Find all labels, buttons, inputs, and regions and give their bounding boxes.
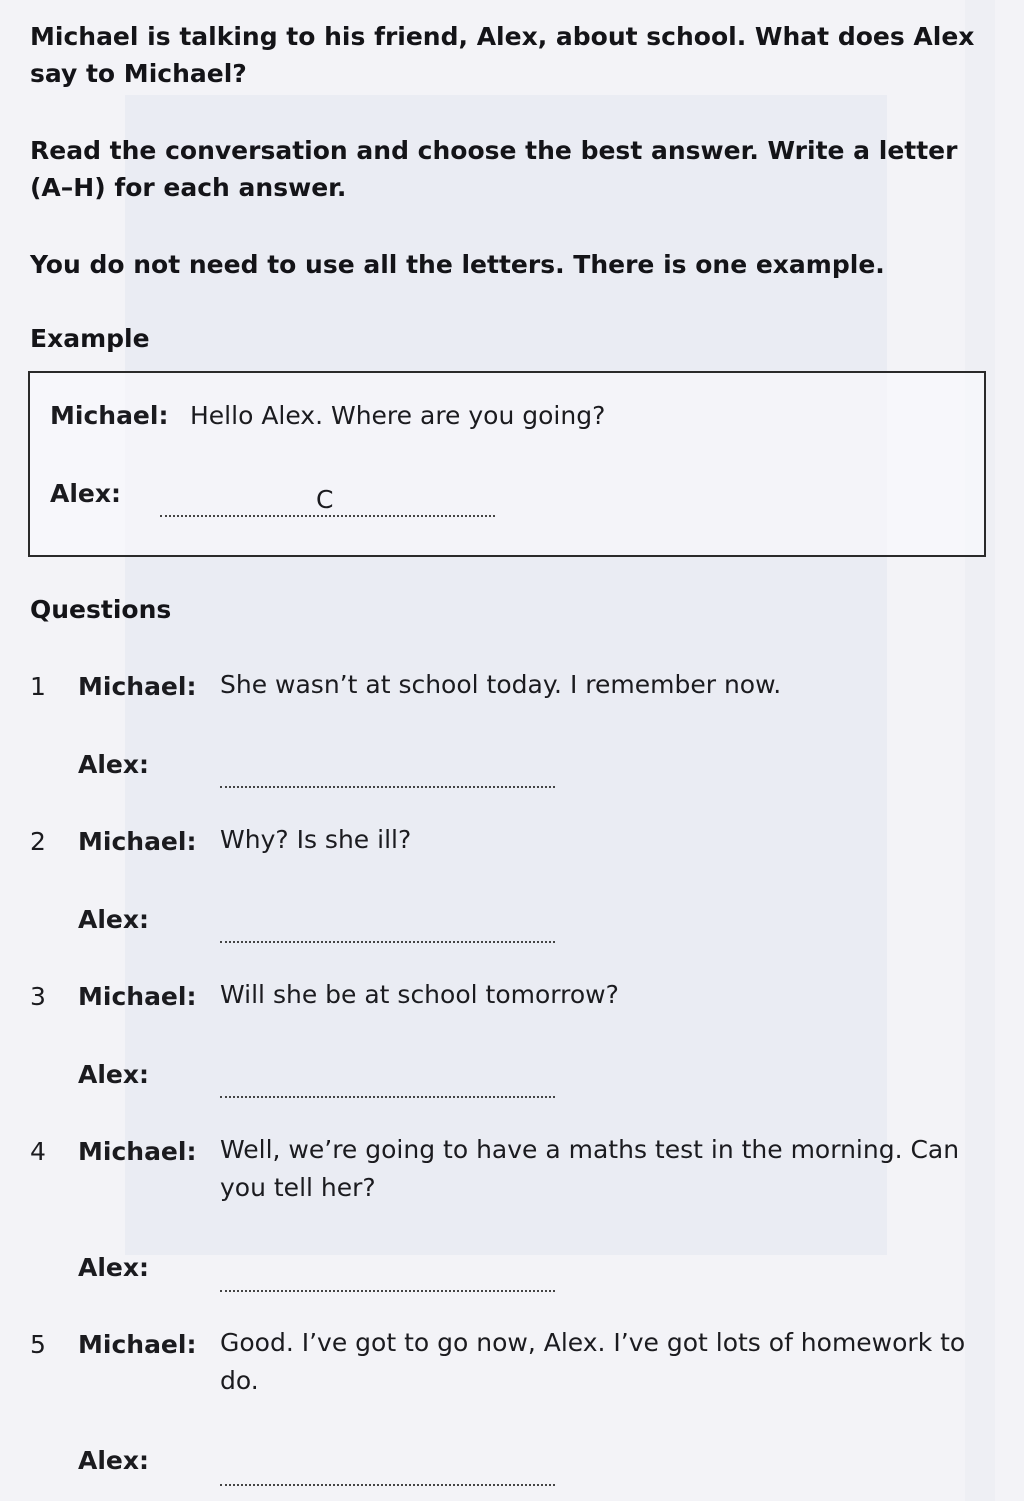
- dialogue-line: Well, we’re going to have a maths test in the morning. Can you tell her?: [220, 1135, 960, 1202]
- speaker-label: Alex:: [78, 1253, 149, 1282]
- speaker-label: Michael:: [78, 1330, 197, 1359]
- example-heading: Example: [30, 324, 150, 353]
- speaker-label: Michael:: [78, 982, 197, 1011]
- example-box: [28, 371, 986, 557]
- speaker-label: Michael:: [78, 672, 197, 701]
- answer-line[interactable]: [220, 786, 555, 788]
- question-number: 3: [30, 982, 46, 1011]
- answer-line[interactable]: [220, 1290, 555, 1292]
- instruction-text: You do not need to use all the letters. There is one example.: [30, 250, 885, 279]
- question-number: 4: [30, 1137, 46, 1166]
- speaker-label: Michael:: [50, 401, 169, 430]
- answer-line[interactable]: [220, 941, 555, 943]
- dialogue-line: Will she be at school tomorrow?: [220, 980, 619, 1009]
- answer-line[interactable]: [220, 1484, 555, 1486]
- speaker-label: Alex:: [78, 905, 149, 934]
- speaker-label: Alex:: [78, 1446, 149, 1475]
- speaker-label: Alex:: [78, 750, 149, 779]
- questions-heading: Questions: [30, 595, 172, 624]
- answer-line[interactable]: [220, 1096, 555, 1098]
- dialogue-line: Good. I’ve got to go now, Alex. I’ve got lots of homework to do.: [220, 1328, 966, 1395]
- instruction-text: Read the conversation and choose the best answer. Write a letter (A–H) for each answer.: [30, 136, 958, 202]
- dialogue-line: Why? Is she ill?: [220, 825, 412, 854]
- question-number: 2: [30, 827, 46, 856]
- dialogue-line: Hello Alex. Where are you going?: [190, 401, 606, 430]
- example-answer: C: [316, 485, 334, 514]
- answer-line: [160, 515, 495, 517]
- speaker-label: Alex:: [78, 1060, 149, 1089]
- speaker-label: Michael:: [78, 1137, 197, 1166]
- speaker-label: Michael:: [78, 827, 197, 856]
- question-number: 1: [30, 672, 46, 701]
- instruction-text: Michael is talking to his friend, Alex, about school. What does Alex say to Michael?: [30, 22, 975, 88]
- question-number: 5: [30, 1330, 46, 1359]
- dialogue-line: She wasn’t at school today. I remember now.: [220, 670, 782, 699]
- speaker-label: Alex:: [50, 479, 121, 508]
